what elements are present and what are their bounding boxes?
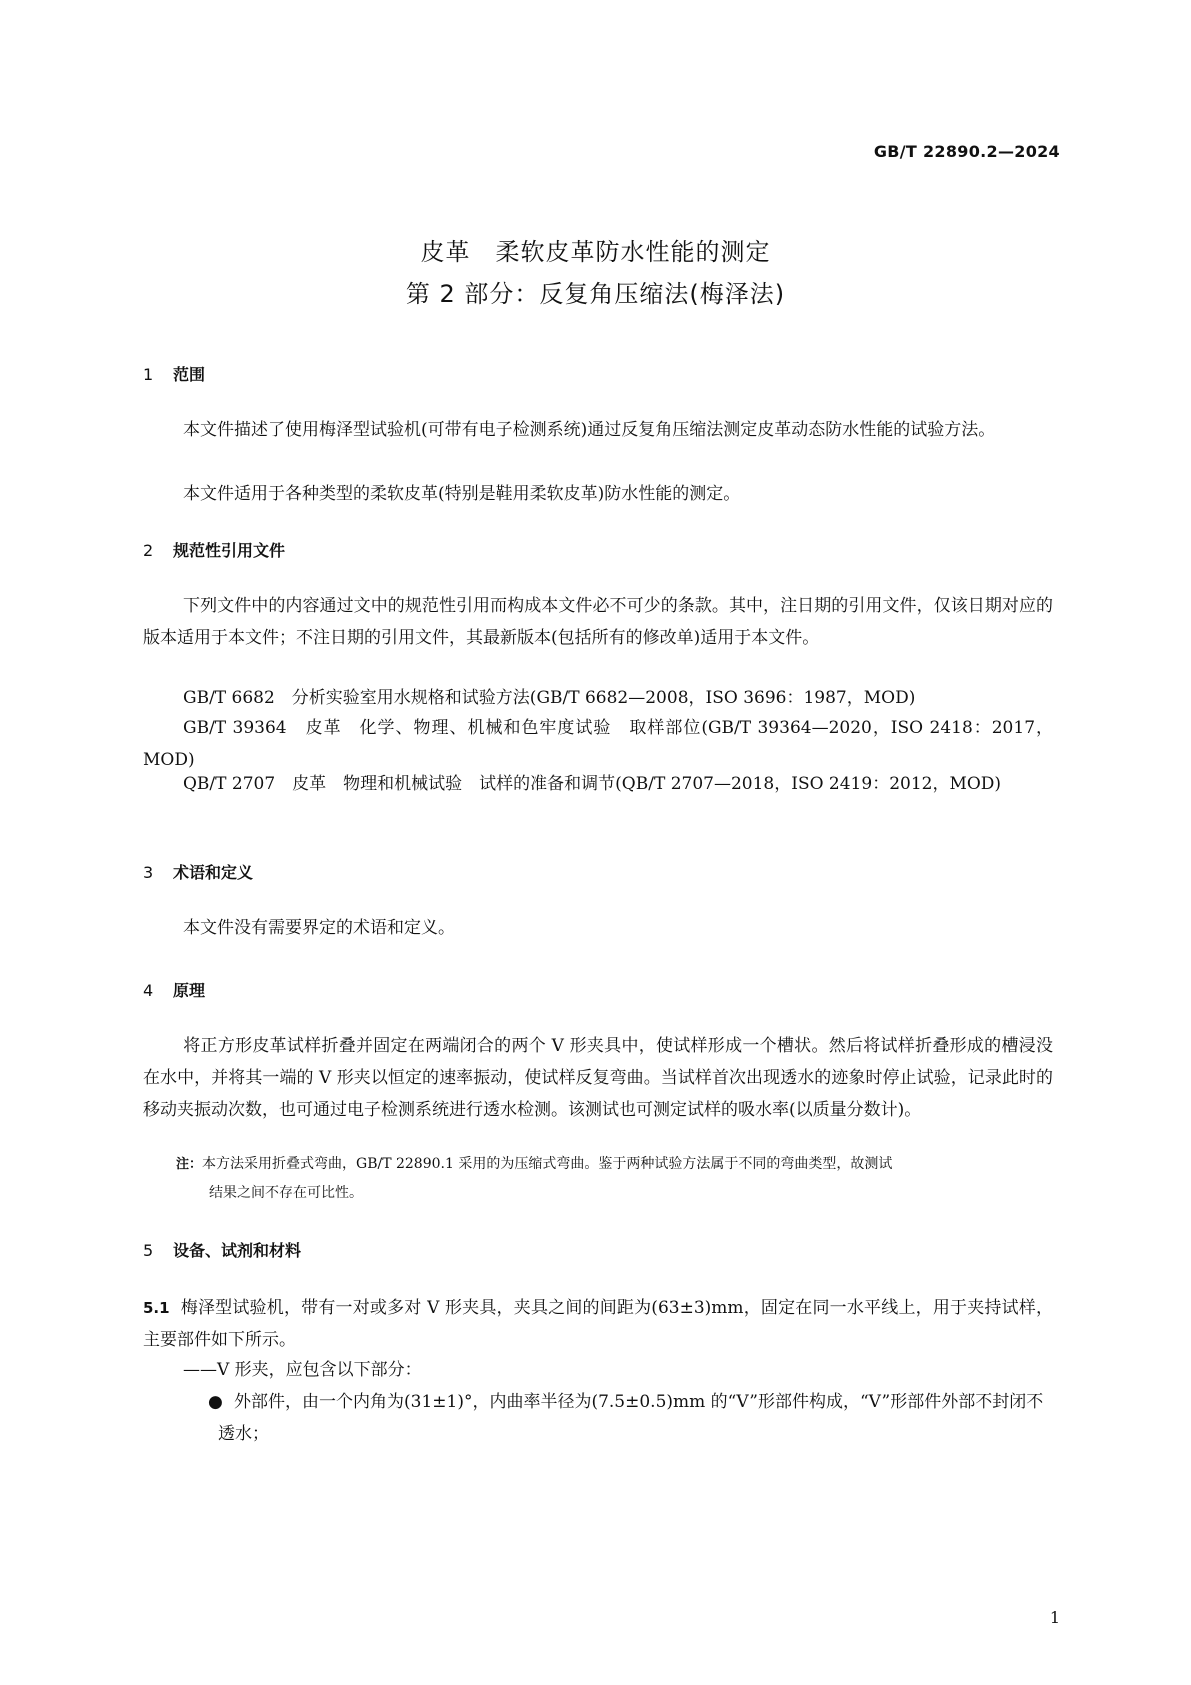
section-title: 原理 <box>173 981 206 1000</box>
section-1-heading <box>143 362 205 385</box>
reference-text: GB/T 39364 皮革 化学、物理、机械和色牢度试验 取样部位(GB/T 39364—2020，ISO 2418：2017，MOD) <box>143 718 1053 770</box>
section-title: 设备、试剂和材料 <box>173 1241 302 1260</box>
section-3-paragraph-1 <box>143 912 1053 944</box>
paragraph-text: 本文件描述了使用梅泽型试验机(可带有电子检测系统)通过反复角压缩法测定皮革动态防水性能的试验方法。 <box>183 420 996 440</box>
note-label: 注： <box>176 1157 203 1172</box>
section-2-heading <box>143 538 285 561</box>
section-4-heading <box>143 978 205 1001</box>
reference-gbt-6682 <box>143 682 1053 714</box>
standard-number: GB/T 22890.2—2024 <box>873 142 1060 161</box>
reference-text: QB/T 2707 皮革 物理和机械试验 试样的准备和调节(QB/T 2707—2018，ISO 2419：2012，MOD) <box>183 774 1002 794</box>
page-number: 1 <box>1049 1608 1060 1627</box>
section-title: 术语和定义 <box>173 863 254 882</box>
list-item-text: ——V 形夹，应包含以下部分： <box>183 1360 422 1380</box>
bullet-list-item <box>208 1386 1054 1450</box>
section-number: 3 <box>143 863 154 882</box>
clause-5-1 <box>143 1292 1053 1356</box>
section-5-heading <box>143 1238 301 1261</box>
section-4-note <box>176 1150 1052 1207</box>
section-1-paragraph-1 <box>143 414 1053 446</box>
paragraph-text: 本文件适用于各种类型的柔软皮革(特别是鞋用柔软皮革)防水性能的测定。 <box>183 484 741 504</box>
clause-number: 5.1 <box>143 1299 170 1317</box>
reference-gbt-39364 <box>143 712 1053 776</box>
dash-list-item <box>143 1354 1053 1386</box>
document-title-line2: 第 2 部分：反复角压缩法(梅泽法) <box>405 280 786 308</box>
document-title-line1: 皮革 柔软皮革防水性能的测定 <box>420 238 771 266</box>
paragraph-text: 将正方形皮革试样折叠并固定在两端闭合的两个 V 形夹具中，使试样形成一个槽状。然后将试样折叠形成的槽浸没在水中，并将其一端的 V 形夹以恒定的速率振动，使试样反复弯曲。当试样首次出现透水的迹象时停止试验，记录此时的移动夹振动次数，也可通过电子检测系统进行透水检测。该测试也可测定试样的吸水率(以质量分数计)。 <box>143 1036 1053 1120</box>
paragraph-text: 本文件没有需要界定的术语和定义。 <box>183 918 455 938</box>
section-2-paragraph-1 <box>143 590 1053 654</box>
section-number: 4 <box>143 981 154 1000</box>
reference-qbt-2707 <box>143 768 1053 800</box>
section-title: 规范性引用文件 <box>173 541 286 560</box>
clause-text: 梅泽型试验机，带有一对或多对 V 形夹具，夹具之间的间距为(63±3)mm，固定在同一水平线上，用于夹持试样，主要部件如下所示。 <box>143 1298 1053 1350</box>
section-number: 2 <box>143 541 154 560</box>
section-4-paragraph-1 <box>143 1030 1053 1126</box>
reference-text: GB/T 6682 分析实验室用水规格和试验方法(GB/T 6682—2008，ISO 3696：1987，MOD) <box>183 688 916 708</box>
list-item-text: 外部件，由一个内角为(31±1)°，内曲率半径为(7.5±0.5)mm 的“V”形部件构成，“V”形部件外部不封闭不透水； <box>218 1392 1044 1444</box>
section-title: 范围 <box>173 365 206 384</box>
note-text-line1: 本方法采用折叠式弯曲，GB/T 22890.1 采用的为压缩式弯曲。鉴于两种试验方法属于不同的弯曲类型，故测试 <box>202 1156 893 1172</box>
section-1-paragraph-2 <box>143 478 1053 510</box>
section-3-heading <box>143 860 253 883</box>
note-text-line2: 结果之间不存在可比性。 <box>209 1185 363 1201</box>
paragraph-text: 下列文件中的内容通过文中的规范性引用而构成本文件必不可少的条款。其中，注日期的引用文件，仅该日期对应的版本适用于本文件；不注日期的引用文件，其最新版本(包括所有的修改单)适用于本文件。 <box>143 596 1053 648</box>
bullet-icon: ● <box>208 1392 223 1412</box>
section-number: 5 <box>143 1241 154 1260</box>
section-number: 1 <box>143 365 154 384</box>
